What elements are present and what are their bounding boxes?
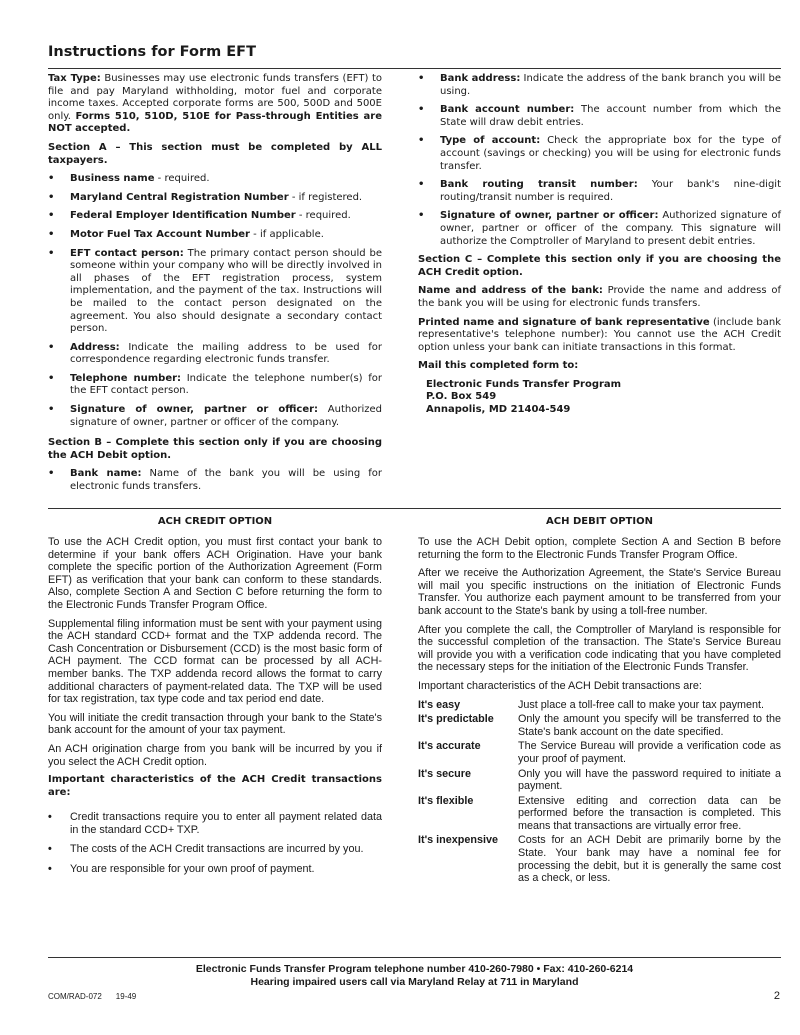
debit-paragraph: To use the ACH Debit option, complete Section A and Section B before returning the form to the Electronic Funds Transfer Program Office. (418, 536, 781, 561)
characteristic-text: The Service Bureau will provide a verification code as your proof of payment. (518, 740, 781, 765)
characteristic-label: It's accurate (418, 740, 481, 753)
list-item: • Signature of owner, partner or officer: Authorized signature of owner, partner or officer of the company. (48, 404, 382, 428)
bullet-icon: • (418, 179, 425, 191)
bullet-icon: • (48, 863, 52, 876)
characteristic-label: It's predictable (418, 713, 494, 726)
form-number: COM/RAD-072 19-49 (48, 992, 137, 1001)
debit-paragraphs (418, 536, 781, 693)
bullet-icon: • (48, 843, 52, 856)
characteristic-label: It's inexpensive (418, 834, 498, 847)
mail-heading: Mail this completed form to: (418, 360, 579, 372)
ach-credit-section (48, 536, 382, 883)
bullet-icon: • (48, 228, 55, 240)
list-item: • Bank routing transit number: Your bank's nine-digit routing/transit number is required. (418, 179, 781, 203)
bank-rep-paragraph: Printed name and signature of bank representative (include bank representative's telephone number): You cannot use the ACH Credit option unless your bank can initiate transactions in this format. (418, 316, 781, 353)
section-c-heading: Section C – Complete this section only if you are choosing the ACH Credit option. (418, 254, 781, 278)
credit-paragraphs (48, 536, 382, 768)
list-item: • Telephone number: Indicate the telephone number(s) for the EFT contact person. (48, 372, 383, 397)
characteristic-text: Extensive editing and correction data can be performed before the transaction is completed. This means that transactions are virtually error free. (518, 794, 781, 832)
list-item: • Signature of owner, partner or officer: Authorized signature of owner, partner or officer of the company. This signature will authorize the Comptroller of Maryland to present debit entries. (418, 210, 781, 247)
debit-characteristics-table (418, 699, 781, 887)
bullet-icon: • (48, 341, 55, 353)
instructions-left-column (48, 73, 382, 500)
bullet-icon: • (48, 173, 55, 185)
list-item: • EFT contact person: The primary contact person should be someone within your company who will be directly involved in all phases of the EFT registration process, system implementation, and the payment of the tax. Instructions will be mailed to the contact person designated on the agreement. You also should designate a secondary contact person. (48, 247, 382, 335)
credit-characteristics-heading: Important characteristics of the ACH Credit transactions are: (48, 774, 382, 798)
characteristic-row (418, 740, 781, 767)
bullet-icon: • (48, 811, 52, 824)
bullet-icon: • (48, 372, 55, 384)
list-item: • Bank account number: The account number from which the State will draw debit entries. (418, 104, 782, 128)
mailing-address: Electronic Funds Transfer Program P.O. Box 549 Annapolis, MD 21404-549 (426, 378, 622, 416)
characteristic-label: It's flexible (418, 794, 474, 807)
section-a-list (48, 173, 382, 429)
list-item: • Bank address: Indicate the address of the bank branch you will be using. (418, 73, 781, 97)
ach-credit-heading: ACH CREDIT OPTION (157, 516, 273, 527)
section-a-heading: Section A – This section must be completed by ALL taxpayers. (48, 141, 382, 166)
bank-name-paragraph: Name and address of the bank: Provide the name and address of the bank you will be using for electronic funds transfers. (418, 285, 781, 309)
bullet-icon: • (418, 210, 425, 222)
bullet-icon: • (418, 73, 425, 84)
debit-paragraph: After we receive the Authorization Agreement, the State's Service Bureau will mail you specific instructions on the initiation of Electronic Funds Transfer. You authorize each payment amount to be transferred from your bank account to the State's bank by using a toll-free number. (418, 567, 781, 617)
characteristic-label: It's easy (418, 698, 461, 711)
list-item: • Bank name: Name of the bank you will be using for electronic funds transfers. (48, 468, 382, 493)
bullet-icon: • (48, 247, 55, 259)
list-item: • Type of account: Check the appropriate box for the type of account (savings or checking) you will be using for electronic funds transfer. (418, 135, 781, 172)
characteristic-label: It's secure (418, 767, 471, 780)
credit-characteristics-list (48, 811, 382, 875)
ach-debit-heading: ACH DEBIT OPTION (546, 516, 653, 527)
list-item: • Maryland Central Registration Number - if registered. (48, 191, 363, 203)
bullet-icon: • (418, 104, 425, 116)
ach-debit-section (418, 536, 781, 887)
list-item: • You are responsible for your own proof of payment. (48, 863, 315, 876)
bullet-icon: • (418, 135, 425, 147)
debit-paragraph: Important characteristics of the ACH Debit transactions are: (418, 679, 702, 692)
credit-paragraph: An ACH origination charge from you bank will be incurred by you if you select the ACH Credit option. (48, 742, 382, 768)
footer-contact: Electronic Funds Transfer Program telephone number 410-260-7980 • Fax: 410-260-6214 Hearing impaired users call via Maryland Relay at 711 in Maryland (195, 963, 634, 988)
characteristic-row (418, 834, 781, 886)
instructions-right-column (418, 73, 781, 417)
divider (48, 508, 781, 509)
characteristic-row (418, 713, 781, 740)
characteristic-text: Only you will have the password required to initiate a payment. (518, 767, 781, 793)
page-title: Instructions for Form EFT (48, 44, 256, 60)
characteristic-text: Only the amount you specify will be transferred to the State's bank account on the date specified. (518, 713, 781, 738)
tax-type-paragraph: Tax Type: Businesses may use electronic funds transfers (EFT) to file and pay Maryland withholding, motor fuel and corporate income taxes. Accepted corporate forms are 500, 500D and 500E only. Forms 510, 510D, 510E for Pass-through Entities are NOT accepted. (48, 73, 382, 135)
characteristic-text: Just place a toll-free call to make your tax payment. (518, 698, 765, 711)
credit-paragraph: Supplemental filing information must be sent with your payment using the ACH standard CCD+ format and the TXP addenda record. The Cash Concentration or Disbursement (CCD) is the most basic form of ACH payment. The CCD format can be processed by all ACH-member banks. The TXP addenda record allows the format to carry additional characters of payment-related data. The TXP will be used for tax registration, tax type code and tax period end date. (48, 617, 382, 706)
list-item: • The costs of the ACH Credit transactions are incurred by you. (48, 843, 364, 856)
section-b-heading: Section B – Complete this section only if you are choosing the ACH Debit option. (48, 437, 382, 461)
credit-paragraph: You will initiate the credit transaction through your bank to the State's bank account for the amount of your tax payment. (48, 711, 382, 737)
page-number: 2 (773, 990, 780, 1002)
credit-paragraph: To use the ACH Credit option, you must first contact your bank to determine if your bank offers ACH Origination. Have your bank complete the specific portion of the Authorization Agreement (Form EFT) as verification that your bank can conform to these standards. Also, complete Section A and Section C before returning the form to the Electronic Funds Transfer Program Office. (48, 536, 382, 611)
divider (48, 68, 781, 69)
section-b-list-continued (418, 73, 781, 248)
characteristic-row (418, 768, 781, 795)
bullet-icon: • (48, 404, 55, 416)
characteristic-row (418, 699, 781, 714)
list-item: • Business name - required. (48, 173, 210, 185)
bullet-icon: • (48, 210, 55, 222)
characteristic-row (418, 795, 781, 835)
list-item: • Motor Fuel Tax Account Number - if applicable. (48, 228, 324, 240)
bullet-icon: • (48, 468, 55, 480)
list-item: • Credit transactions require you to enter all payment related data in the standard CCD+ TXP. (48, 811, 382, 836)
section-b-list (48, 468, 382, 493)
characteristic-text: Costs for an ACH Debit are primarily borne by the State. Your bank may have a nominal fee for processing the debit, but it is generally the same cost as a check, or less. (518, 834, 781, 885)
divider (48, 957, 781, 958)
list-item: • Federal Employer Identification Number - required. (48, 210, 351, 222)
list-item: • Address: Indicate the mailing address to be used for correspondence regarding electronic funds transfer. (48, 341, 382, 366)
debit-paragraph: After you complete the call, the Comptroller of Maryland is responsible for the successful completion of the transaction. The State's Service Bureau will provide you with a verification code indicating that you have completed the necessary steps for the initiation of the Electronic Funds Transfer. (418, 623, 781, 674)
bullet-icon: • (48, 191, 55, 203)
